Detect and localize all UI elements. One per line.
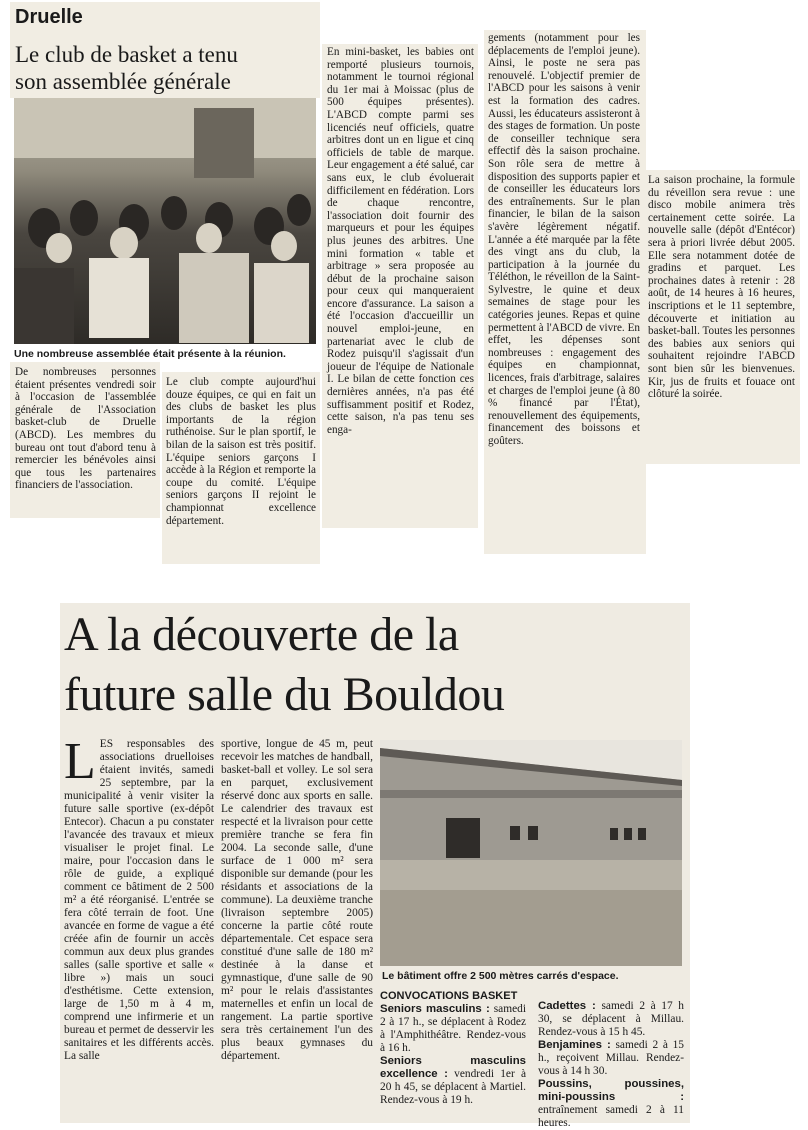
top-photo-caption: Une nombreuse assemblée était présente à la réunion.: [14, 348, 286, 360]
convocations-column-2: [538, 1000, 684, 1130]
convocation-text: vendredi 1er à 20 h 45, se déplacent à Martiel. Rendez-vous à 19 h.: [380, 1068, 527, 1106]
convocation-label: Benjamines :: [538, 1039, 611, 1051]
bottom-photo-caption: Le bâtiment offre 2 500 mètres carrés d'espace.: [382, 970, 619, 982]
convocation-text: samedi 2 à 17 h., se déplacent à Rodez à l'Amphithéâtre. Rendez-vous à 16 h.: [380, 1003, 526, 1054]
top-column-1: De nombreuses personnes étaient présentes vendredi soir à l'occasion de l'assemblée générale de l'Association basket-club de Druelle (ABCD). Les membres du bureau ont tout d'abord tenu à remercier les bénévoles ainsi que tous les partenaires financiers de l'association.: [15, 366, 156, 492]
drop-cap: L: [64, 733, 96, 790]
convocation-label: Cadettes :: [538, 1000, 596, 1012]
top-headline-line2: son assemblée générale: [15, 69, 231, 94]
convocation-label: Poussins, poussines, mini-poussins :: [538, 1078, 684, 1103]
convocation-label: Seniors masculins :: [380, 1003, 490, 1015]
convocations-column-1: [380, 990, 526, 1107]
top-column-2: Le club compte aujourd'hui douze équipes, ce qui en fait un des clubs de basket les plus importants de la région ruthénoise. Sur le plan sportif, le bilan de la saison est très positif. L'équipe seniors garçons I accède à la Région et remporte la coupe du comité. L'équipe seniors garçons II rejoint le championnat excellence département.: [166, 376, 316, 527]
bottom-headline-line2: future salle du Bouldou: [64, 668, 505, 721]
bottom-column-2: sportive, longue de 45 m, peut recevoir les matches de handball, basket-ball et volley. Le sol sera en parquet, exclusivement réservé donc aux sports en salle. Le calendrier des travaux est respecté et la livraison pour cette première tranche se fera fin 2004. La seconde salle, d'une surface de 1 000 m² sera disponible sur demande (pour les résidants et associations de la commune). La deuxième tranche (livraison septembre 2005) concerne la partie côté route départementale. Cet espace sera constitué d'une salle de 180 m² destinée à la danse et gymnastique, d'une salle de 90 m² pour le relais d'assistantes maternelles et enfin un local de rangement. La partie sportive sera très certainement l'un des plus beaux gymnases du département.: [221, 738, 373, 1062]
top-column-4: gements (notamment pour les déplacements de l'emploi jeune). Ainsi, le poste ne sera pas renouvelé. L'objectif premier de l'ABCD pour les saisons à venir est la formation des cadres. Aussi, les éducateurs assisteront à des stages de formation. Un poste de conseiller technique sera effectif dès la saison prochaine. Son rôle sera de mettre à disposition des supports papier et de conseiller les éducateurs lors des entraînements. Sur le plan financier, le bilan de la saison s'avère légèrement négatif. L'année a été marquée par la fête des vingt ans du club, la participation à la journée du Téléthon, le réveillon de la Saint-Sylvestre, le quine et deux semaines de stage pour les catégories jeunes. Repas et quine permettent à l'ABCD de vivre. En effet, les dépenses sont nombreuses : engagement des équipes en championnat, licences, frais d'arbitrage, salaires et charges de l'emploi jeune (à 80 % financé par l'État), renouvellement des équipements, financement des boissons et goûters.: [488, 32, 640, 447]
top-headline-line1: Le club de basket a tenu: [15, 42, 238, 67]
section-label: Druelle: [15, 6, 83, 28]
top-column-3: En mini-basket, les babies ont remporté plusieurs tournois, notamment le tournoi régional du 1er mai à Moissac (plus de 500 équipes présentes). L'ABCD compte parmi ses licenciés neuf officiels, quatre arbitres dont un en ligue et cinq officiels de table de marque. Leur engagement a été salué, car sans eux, le club évoluerait difficilement en fédération. Lors de chaque rencontre, l'association doit fournir des marqueurs et pour les équipes plus jeunes des arbitres. Une mini formation « table et arbitrage » sera proposée au début de la prochaine saison pour ceux qui manqueraient encore d'assurance. La saison a été l'occasion d'accueillir un nouvel emploi-jeune, en partenariat avec le club de Rodez puisqu'il s'agissait d'un joueur de l'équipe de Nationale I. Le bilan de cette fonction ces dernières années, n'a pas été suffisamment positif et Rodez, cette saison, n'a pas tenu ses enga-: [327, 46, 474, 436]
bottom-column-1: L ES responsables des associations druelloises étaient invités, samedi 25 septembre, par la municipalité à venir visiter la future salle sportive (ex-dépôt Entecor). Chacun a pu constater l'avancée des travaux et mieux visualiser le projet final. Le maire, pour l'occasion dans le rôle de guide, a expliqué comment ce bâtiment de 2 500 m² a été réorganisé. L'entrée se fera côté terrain de foot. Une avancée en forme de vague a été créée afin de fournir un accès commun aux deux plus grandes salles (salle sportive et salle « libre ») mais un souci d'esthétisme. Cette extension, large de 1,50 m à 4 m, comprend une infirmerie et un bureau et permet de desservir les sanitaires et les différents accès. La salle: [64, 733, 214, 1062]
convocation-label: Seniors masculins excellence :: [380, 1055, 526, 1080]
building-photo: [380, 740, 682, 966]
convocation-text: entraînement samedi 2 à 11 heures.: [538, 1104, 684, 1129]
convocations-title: CONVOCATIONS BASKET: [380, 990, 518, 1002]
convocation-text: samedi 2 à 17 h 30, se déplacent à Millau. Rendez-vous à 15 h 45.: [538, 1000, 684, 1038]
assembly-photo: [14, 98, 316, 344]
bottom-headline-line1: A la découverte de la: [64, 608, 459, 661]
convocation-text: samedi 2 à 15 h., reçoivent Millau. Rendez-vous à 14 h 30.: [538, 1039, 684, 1077]
top-column-5: La saison prochaine, la formule du réveillon sera revue : une disco mobile animera très certainement cette soirée. La nouvelle salle (dépôt d'Entécor) sera à priori livrée début 2005. Elle sera notamment dotée de gradins et parquet. Les prochaines dates à retenir : 28 août, de 14 heures à 16 heures, inscriptions et le 11 septembre, découverte et initiation au basket-ball. Toutes les personnes des babies aux seniors qui souhaitent rejoindre l'ABCD sont bien sûr les bienvenues. Kir, jus de fruits et fouace ont clôturé la soirée.: [648, 174, 795, 401]
